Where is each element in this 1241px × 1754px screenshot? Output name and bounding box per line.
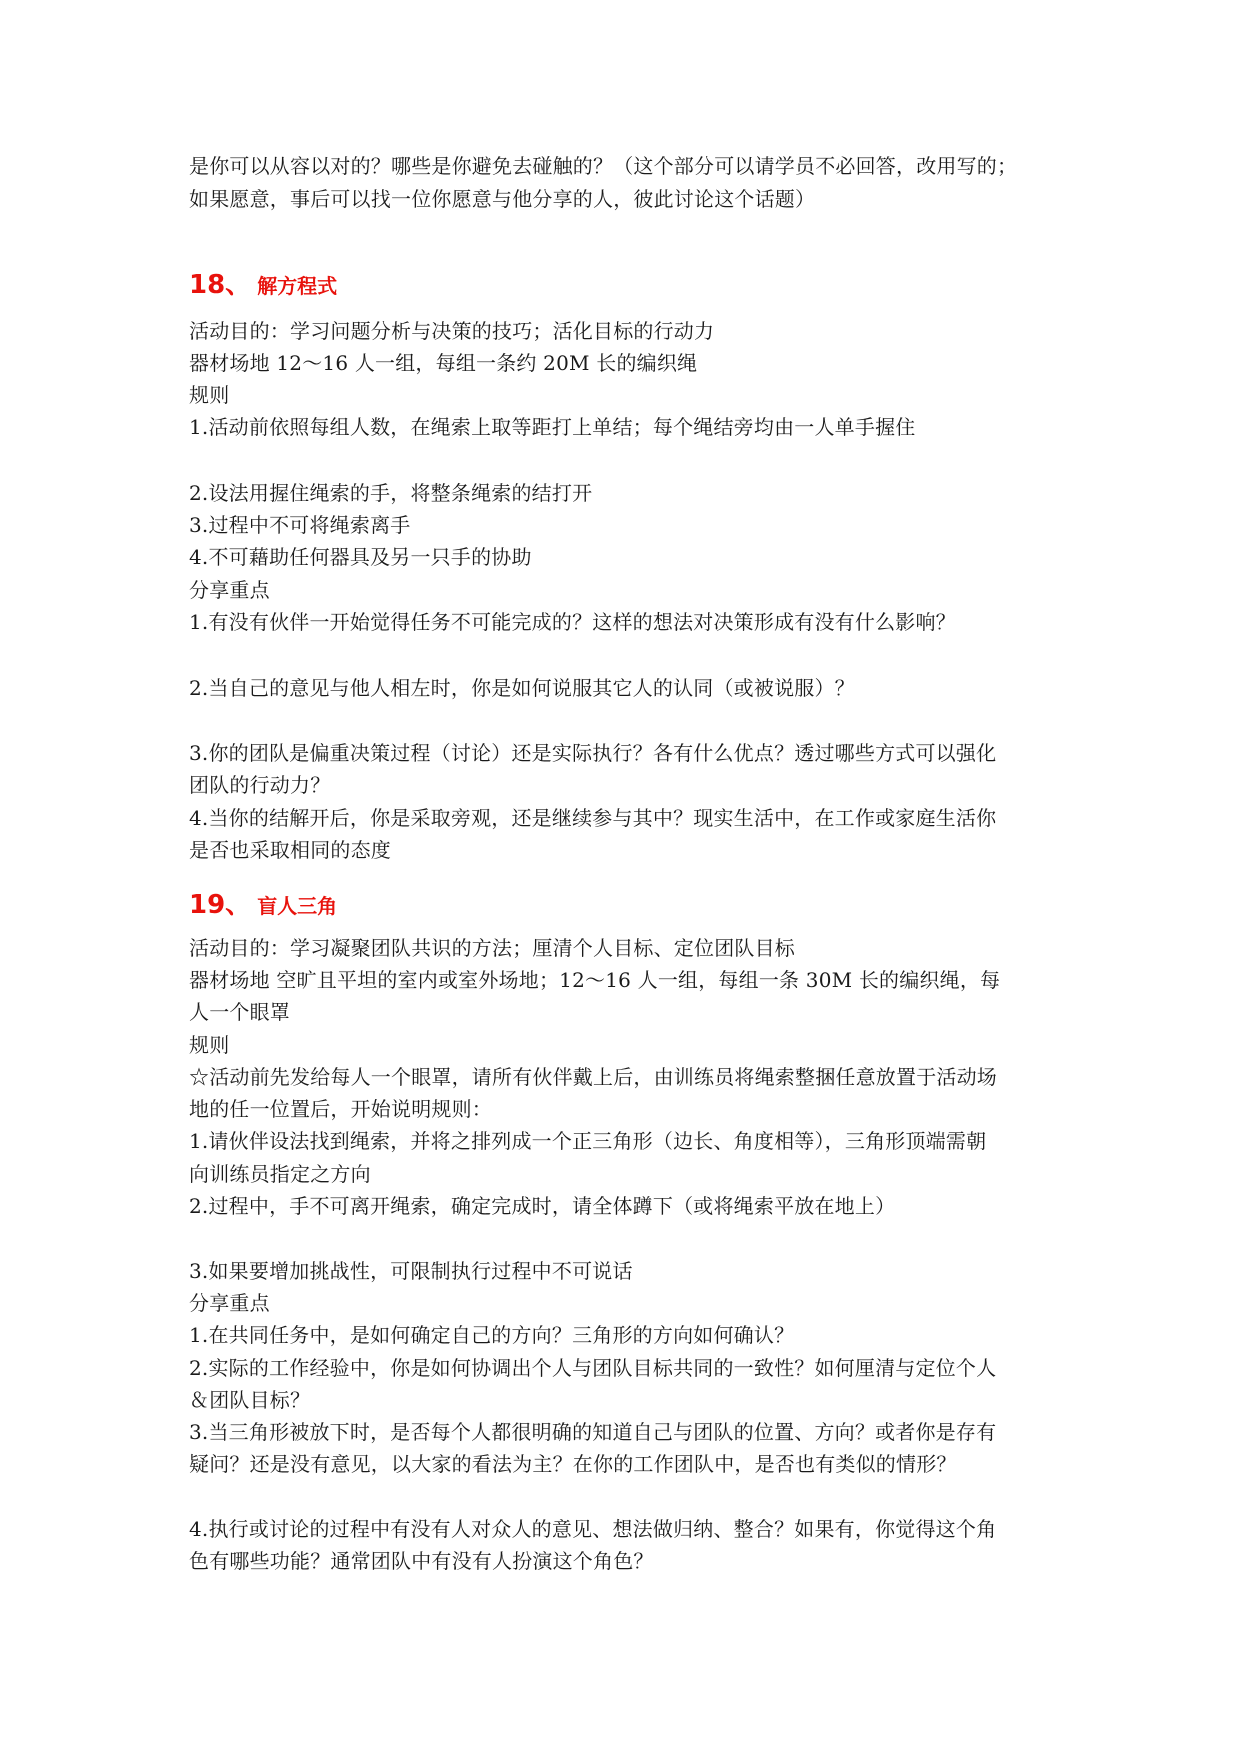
section-19-rule-3: 3.如果要增加挑战性，可限制执行过程中不可说话 bbox=[189, 1259, 633, 1283]
section-19-number: 19、 bbox=[189, 890, 252, 920]
section-18-rule-1: 1.活动前依照每组人数，在绳索上取等距打上单结；每个绳结旁均由一人单手握住 bbox=[189, 415, 916, 439]
section-19-rules-label: 规则 bbox=[189, 1033, 230, 1057]
section-19-share-q3-line-1: 3.当三角形被放下时，是否每个人都很明确的知道自己与团队的位置、方向？或者你是存有 bbox=[189, 1420, 997, 1444]
section-19-rule-star-line-1: ☆活动前先发给每人一个眼罩，请所有伙伴戴上后，由训练员将绳索整捆任意放置于活动场 bbox=[189, 1065, 997, 1089]
section-19-share-label: 分享重点 bbox=[189, 1291, 270, 1315]
section-18-rule-2: 2.设法用握住绳索的手，将整条绳索的结打开 bbox=[189, 481, 593, 505]
section-19-rule-1-line-2: 向训练员指定之方向 bbox=[189, 1162, 371, 1186]
intro-line-2: 如果愿意，事后可以找一位你愿意与他分享的人，彼此讨论这个话题） bbox=[189, 187, 816, 211]
section-19-share-q4-line-1: 4.执行或讨论的过程中有没有人对众人的意见、想法做归纳、整合？如果有，你觉得这个角 bbox=[189, 1517, 997, 1541]
section-19-equipment-line-1: 器材场地 空旷且平坦的室内或室外场地；12～16 人一组，每组一条 30M 长的编织绳，每 bbox=[189, 968, 1001, 992]
section-18-share-label: 分享重点 bbox=[189, 578, 270, 602]
section-18-share-q2: 2.当自己的意见与他人相左时，你是如何说服其它人的认同（或被说服）？ bbox=[189, 676, 855, 700]
section-19-title: 盲人三角 bbox=[257, 894, 338, 918]
section-19-share-q4-line-2: 色有哪些功能？通常团队中有没有人扮演这个角色？ bbox=[189, 1549, 654, 1573]
section-19-rule-1-line-1: 1.请伙伴设法找到绳索，并将之排列成一个正三角形（边长、角度相等），三角形顶端需朝 bbox=[189, 1129, 987, 1153]
section-18-heading bbox=[189, 264, 337, 301]
section-18-rule-3: 3.过程中不可将绳索离手 bbox=[189, 513, 411, 537]
section-19-heading bbox=[189, 884, 337, 921]
section-18-share-q4-line-1: 4.当你的结解开后，你是采取旁观，还是继续参与其中？现实生活中，在工作或家庭生活你 bbox=[189, 806, 997, 830]
section-18-share-q3-line-1: 3.你的团队是偏重决策过程（讨论）还是实际执行？各有什么优点？透过哪些方式可以强化 bbox=[189, 741, 997, 765]
section-19-share-q2-line-2: ＆团队目标？ bbox=[189, 1388, 311, 1412]
section-19-purpose: 活动目的：学习凝聚团队共识的方法；厘清个人目标、定位团队目标 bbox=[189, 936, 795, 960]
section-18-number: 18、 bbox=[189, 270, 252, 300]
section-19-rule-2: 2.过程中，手不可离开绳索，确定完成时，请全体蹲下（或将绳索平放在地上） bbox=[189, 1194, 896, 1218]
section-18-share-q1: 1.有没有伙伴一开始觉得任务不可能完成的？这样的想法对决策形成有没有什么影响？ bbox=[189, 610, 956, 634]
intro-line-1: 是你可以从容以对的？哪些是你避免去碰触的？（这个部分可以请学员不必回答，改用写的； bbox=[189, 154, 1018, 178]
section-18-rules-label: 规则 bbox=[189, 383, 230, 407]
section-19-equipment-line-2: 人一个眼罩 bbox=[189, 1000, 290, 1024]
section-19-share-q2-line-1: 2.实际的工作经验中，你是如何协调出个人与团队目标共同的一致性？如何厘清与定位个人 bbox=[189, 1356, 997, 1380]
section-18-share-q3-line-2: 团队的行动力？ bbox=[189, 773, 331, 797]
section-18-rule-4: 4.不可藉助任何器具及另一只手的协助 bbox=[189, 545, 532, 569]
section-19-rule-star-line-2: 地的任一位置后，开始说明规则： bbox=[189, 1097, 492, 1121]
section-18-equipment: 器材场地 12～16 人一组，每组一条约 20M 长的编织绳 bbox=[189, 351, 698, 375]
section-19-share-q3-line-2: 疑问？还是没有意见，以大家的看法为主？在你的工作团队中，是否也有类似的情形？ bbox=[189, 1452, 957, 1476]
section-19-share-q1: 1.在共同任务中，是如何确定自己的方向？三角形的方向如何确认？ bbox=[189, 1323, 795, 1347]
section-18-purpose: 活动目的：学习问题分析与决策的技巧；活化目标的行动力 bbox=[189, 319, 715, 343]
section-18-title: 解方程式 bbox=[257, 274, 338, 298]
section-18-share-q4-line-2: 是否也采取相同的态度 bbox=[189, 838, 391, 862]
